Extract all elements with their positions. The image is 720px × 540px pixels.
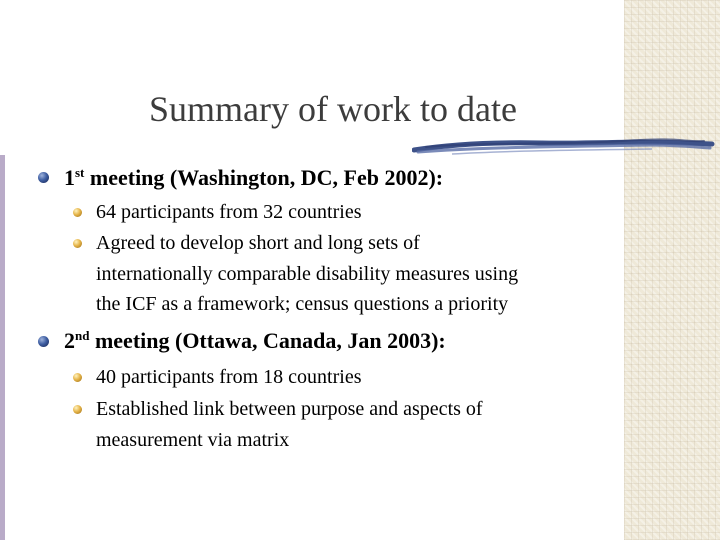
- main-point-2-ordinal: nd: [75, 328, 90, 343]
- left-accent-rule: [0, 155, 5, 540]
- main-point-2-text: meeting (Ottawa, Canada, Jan 2003):: [89, 328, 446, 353]
- sub-point-1-1: [96, 197, 362, 228]
- sub-point-line: measurement via matrix: [96, 428, 290, 451]
- main-point-1-ordinal: st: [75, 165, 85, 180]
- main-point-1-num: 1: [64, 165, 75, 190]
- sub-bullet-icon: [73, 405, 82, 414]
- sub-point-2-2: [96, 394, 483, 455]
- sub-point-2-1: [96, 362, 362, 393]
- right-texture-panel: [624, 0, 720, 540]
- brush-stroke-icon: [412, 132, 716, 162]
- sub-point-line: 64 participants from 32 countries: [96, 201, 362, 223]
- main-point-2: [64, 328, 446, 354]
- sub-point-1-2: [96, 228, 518, 320]
- main-point-1-text: meeting (Washington, DC, Feb 2002):: [84, 165, 444, 190]
- sub-point-line: Agreed to develop short and long sets of: [96, 232, 420, 254]
- sub-point-line: 40 participants from 18 countries: [96, 366, 362, 388]
- bullet-icon: [38, 336, 49, 347]
- slide-title: Summary of work to date: [149, 89, 517, 129]
- sub-point-line: internationally comparable disability measures using: [96, 262, 519, 285]
- main-point-1: [64, 165, 443, 191]
- sub-bullet-icon: [73, 239, 82, 248]
- sub-bullet-icon: [73, 208, 82, 217]
- sub-point-line: the ICF as a framework; census questions a priority: [96, 293, 509, 315]
- main-point-2-num: 2: [64, 328, 75, 353]
- sub-point-line: Established link between purpose and aspects of: [96, 398, 483, 420]
- sub-bullet-icon: [73, 373, 82, 382]
- bullet-icon: [38, 172, 49, 183]
